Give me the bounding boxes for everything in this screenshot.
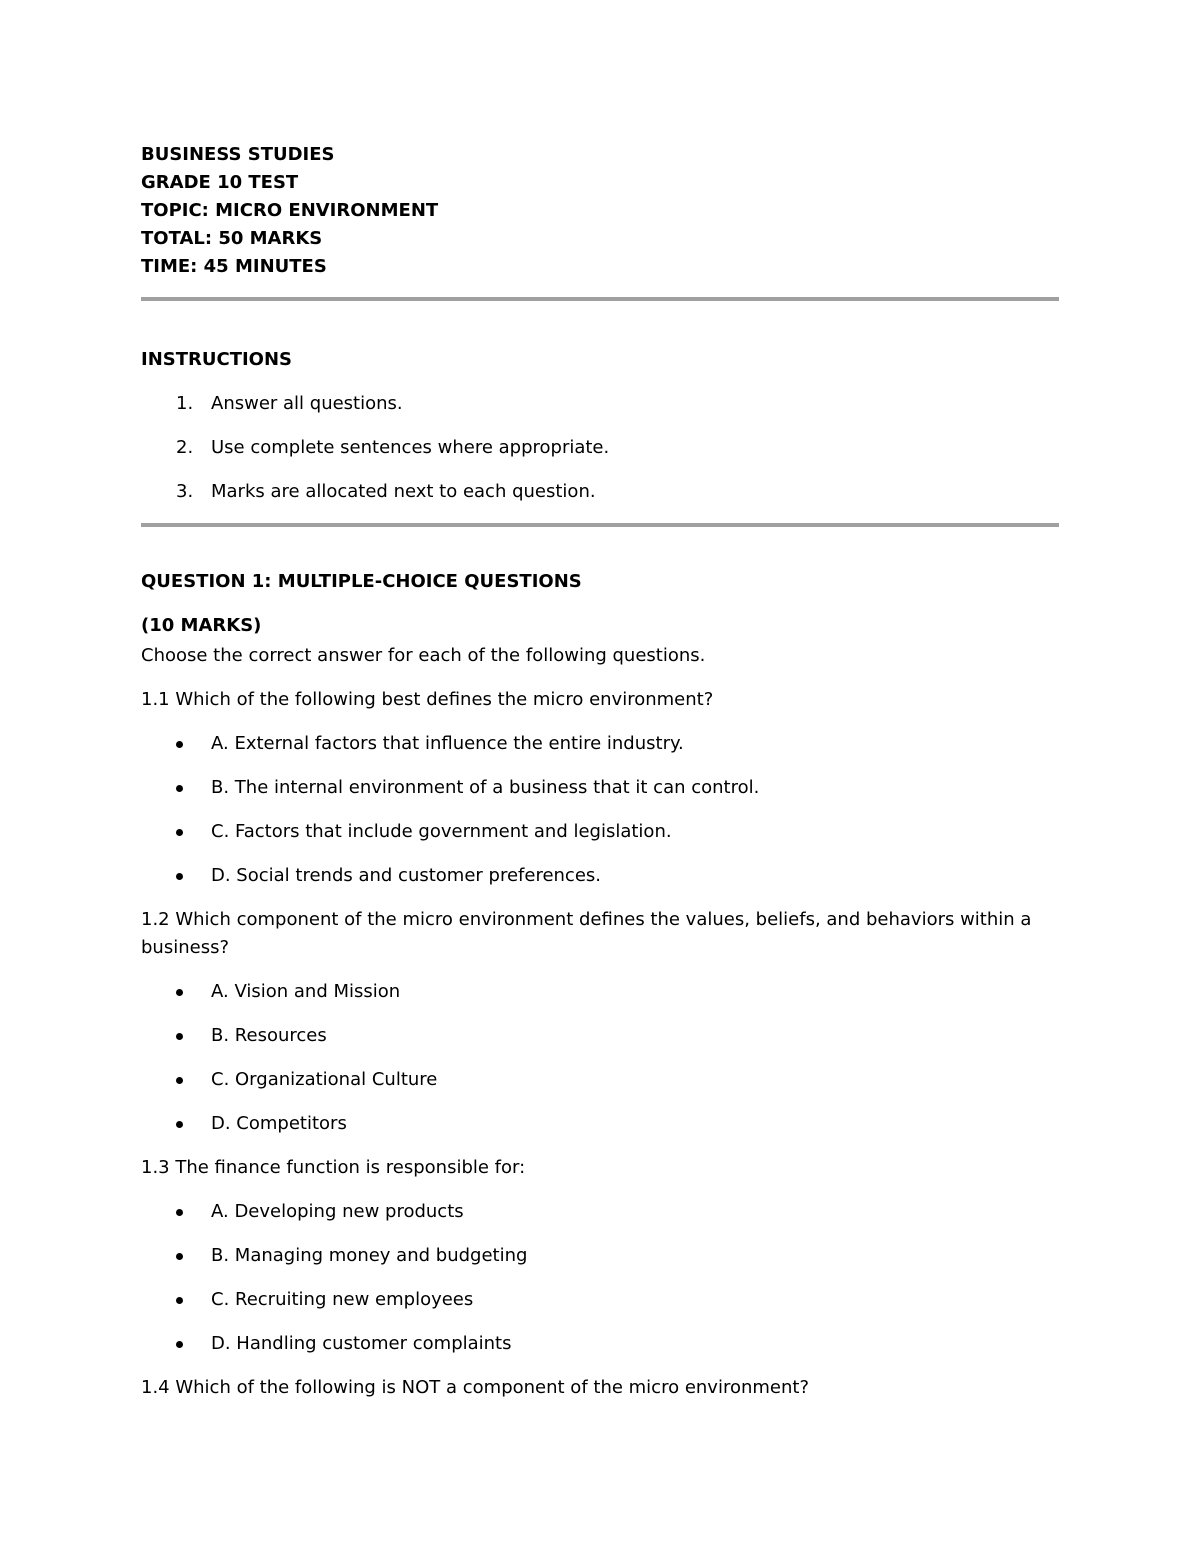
- question-block: [141, 686, 1059, 890]
- topic-line: TOPIC: MICRO ENVIRONMENT: [141, 200, 439, 221]
- option-text: D. Handling customer complaints: [211, 1333, 512, 1354]
- option-item: [141, 774, 1059, 802]
- question1-intro: Choose the correct answer for each of the following questions.: [141, 645, 706, 666]
- bullet-icon: [176, 1253, 183, 1260]
- option-item: [141, 818, 1059, 846]
- option-item: [141, 1330, 1059, 1358]
- bullet-icon: [176, 989, 183, 996]
- options-list: [141, 1198, 1059, 1358]
- question1-title: QUESTION 1: MULTIPLE-CHOICE QUESTIONS: [141, 571, 582, 592]
- option-text: A. Developing new products: [211, 1201, 464, 1222]
- options-list: [141, 978, 1059, 1138]
- question-text: 1.2 Which component of the micro environment defines the values, beliefs, and behaviors within a business?: [141, 909, 1032, 958]
- question-block: [141, 1154, 1059, 1358]
- test-header: [141, 141, 1059, 281]
- options-list: [141, 730, 1059, 890]
- horizontal-rule: [141, 297, 1059, 301]
- option-text: C. Organizational Culture: [211, 1069, 438, 1090]
- option-item: [141, 1022, 1059, 1050]
- question1-marks: (10 MARKS): [141, 615, 262, 636]
- bullet-icon: [176, 1297, 183, 1304]
- instructions-title: INSTRUCTIONS: [141, 349, 292, 370]
- question1-section: [141, 568, 1059, 1402]
- instruction-number: 2.: [176, 437, 194, 458]
- option-text: A. External factors that influence the entire industry.: [211, 733, 684, 754]
- option-text: C. Factors that include government and legislation.: [211, 821, 672, 842]
- option-text: C. Recruiting new employees: [211, 1289, 474, 1310]
- horizontal-rule: [141, 523, 1059, 527]
- option-text: D. Competitors: [211, 1113, 347, 1134]
- instruction-text: Marks are allocated next to each question.: [211, 481, 596, 502]
- instruction-number: 3.: [176, 481, 194, 502]
- option-text: B. Resources: [211, 1025, 327, 1046]
- question-text: 1.4 Which of the following is NOT a component of the micro environment?: [141, 1377, 810, 1398]
- subject-line: BUSINESS STUDIES: [141, 144, 335, 165]
- document-content: [141, 141, 1059, 1402]
- option-item: [141, 1286, 1059, 1314]
- instruction-item: [141, 478, 1059, 506]
- instructions-list: [141, 390, 1059, 506]
- grade-line: GRADE 10 TEST: [141, 172, 299, 193]
- option-text: D. Social trends and customer preferences.: [211, 865, 602, 886]
- instruction-item: [141, 390, 1059, 418]
- option-text: B. The internal environment of a business that it can control.: [211, 777, 760, 798]
- bullet-icon: [176, 1121, 183, 1128]
- instruction-text: Use complete sentences where appropriate.: [211, 437, 610, 458]
- question-block: [141, 1374, 1059, 1402]
- question-block: [141, 906, 1059, 1138]
- option-item: [141, 862, 1059, 890]
- instructions-section: [141, 346, 1059, 506]
- option-text: B. Managing money and budgeting: [211, 1245, 528, 1266]
- time-line: TIME: 45 MINUTES: [141, 256, 327, 277]
- option-item: [141, 1242, 1059, 1270]
- bullet-icon: [176, 1033, 183, 1040]
- total-line: TOTAL: 50 MARKS: [141, 228, 323, 249]
- option-item: [141, 1198, 1059, 1226]
- bullet-icon: [176, 1209, 183, 1216]
- option-item: [141, 1110, 1059, 1138]
- instruction-item: [141, 434, 1059, 462]
- question-text: 1.3 The finance function is responsible for:: [141, 1157, 526, 1178]
- bullet-icon: [176, 1341, 183, 1348]
- bullet-icon: [176, 785, 183, 792]
- question-text: 1.1 Which of the following best defines the micro environment?: [141, 689, 714, 710]
- bullet-icon: [176, 829, 183, 836]
- bullet-icon: [176, 1077, 183, 1084]
- option-item: [141, 978, 1059, 1006]
- instruction-text: Answer all questions.: [211, 393, 403, 414]
- bullet-icon: [176, 873, 183, 880]
- option-item: [141, 730, 1059, 758]
- bullet-icon: [176, 741, 183, 748]
- instruction-number: 1.: [176, 393, 194, 414]
- option-item: [141, 1066, 1059, 1094]
- option-text: A. Vision and Mission: [211, 981, 401, 1002]
